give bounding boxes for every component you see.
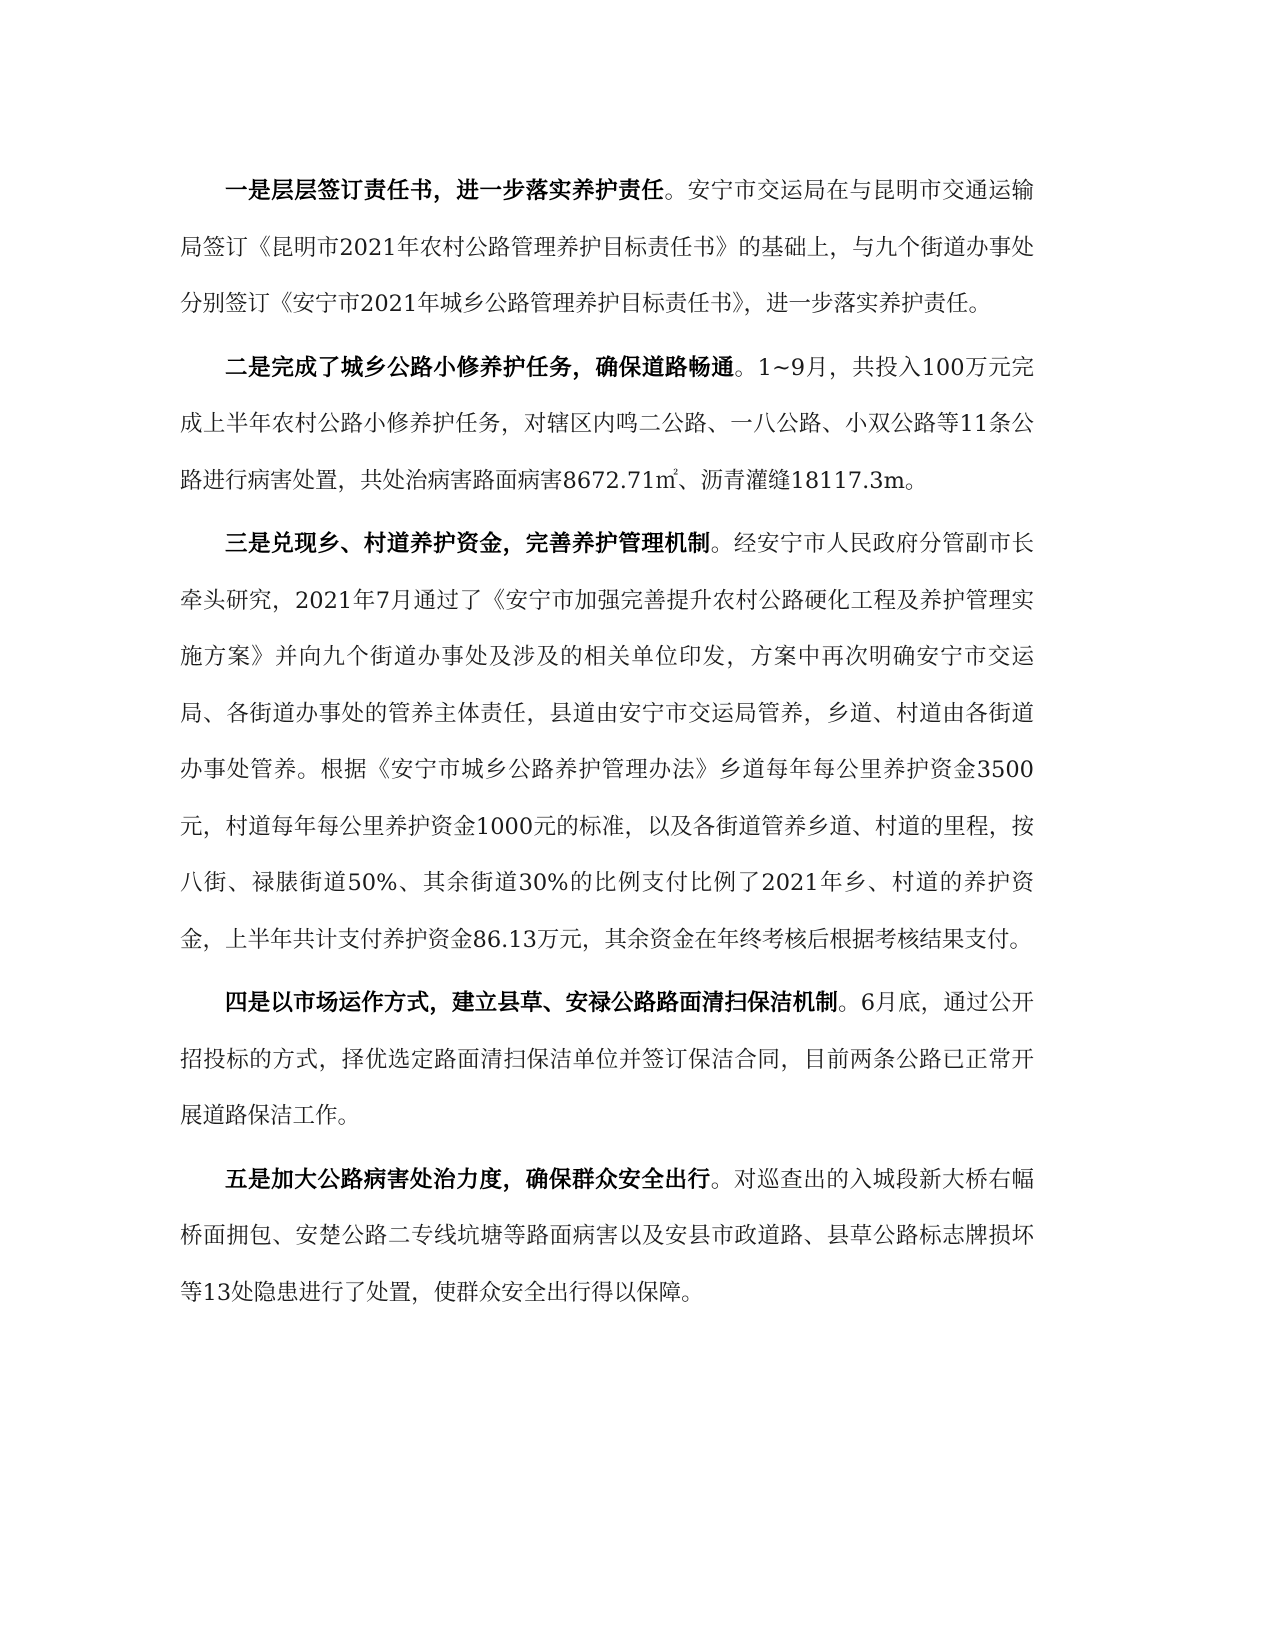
- paragraph-5: [180, 1152, 1034, 1322]
- paragraph-3-body: 。经安宁市人民政府分管副市长牵头研究，2021年7月通过了《安宁市加强完善提升农村公路硬化工程及养护管理实施方案》并向九个街道办事处及涉及的相关单位印发，方案中再次明确安宁市交运局、各街道办事处的管养主体责任，县道由安宁市交运局管养，乡道、村道由各街道办事处管养。根据《安宁市城乡公路养护管理办法》乡道每年每公里养护资金3500元，村道每年每公里养护资金1000元的标准，以及各街道管养乡道、村道的里程，按八街、禄脿街道50%、其余街道30%的比例支付比例了2021年乡、村道的养护资金，上半年共计支付养护资金86.13万元，其余资金在年终考核后根据考核结果支付。: [180, 531, 1034, 953]
- paragraph-2-lead: 二是完成了城乡公路小修养护任务，确保道路畅通: [225, 354, 735, 381]
- paragraph-1: [180, 163, 1034, 333]
- paragraph-1-lead: 一是层层签订责任书，进一步落实养护责任: [225, 178, 665, 204]
- paragraph-3: [180, 516, 1034, 968]
- paragraph-3-lead: 三是兑现乡、村道养护资金，完善养护管理机制: [225, 531, 711, 557]
- paragraph-2-body: 。1~9月，共投入100万元完成上半年农村公路小修养护任务，对辖区内鸣二公路、一八公路、小双公路等11条公路进行病害处置，共处治病害路面病害8672.71㎡、沥青灌缝18117.3m。: [180, 354, 1034, 494]
- paragraph-4-lead: 四是以市场运作方式，建立县草、安禄公路路面清扫保洁机制: [225, 990, 839, 1016]
- document-body: [180, 163, 1034, 1321]
- paragraph-4: [180, 975, 1034, 1145]
- paragraph-2: [180, 340, 1034, 510]
- paragraph-5-body: 。对巡查出的入城段新大桥右幅桥面拥包、安楚公路二专线坑塘等路面病害以及安县市政道路、县草公路标志牌损坏等13处隐患进行了处置，使群众安全出行得以保障。: [180, 1166, 1034, 1306]
- paragraph-5-lead: 五是加大公路病害处治力度，确保群众安全出行: [225, 1166, 711, 1193]
- paragraph-4-body: 。6月底，通过公开招投标的方式，择优选定路面清扫保洁单位并签订保洁合同，目前两条公路已正常开展道路保洁工作。: [180, 990, 1034, 1129]
- paragraph-1-body: 。安宁市交运局在与昆明市交通运输局签订《昆明市2021年农村公路管理养护目标责任书》的基础上，与九个街道办事处分别签订《安宁市2021年城乡公路管理养护目标责任书》，进一步落实养护责任。: [180, 178, 1034, 317]
